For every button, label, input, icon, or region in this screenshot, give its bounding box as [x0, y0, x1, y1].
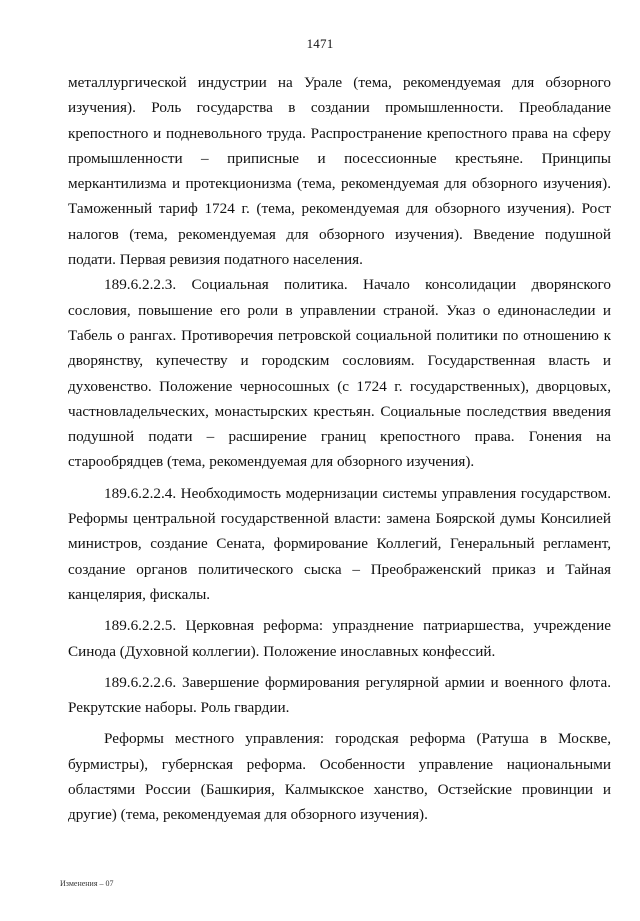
document-body [68, 70, 611, 828]
paragraph-administration-reform: 189.6.2.2.4. Необходимость модернизации системы управления государством. Реформы центральной государственной власти: замена Боярской думы Консилией министров, создание Сената, формирование Коллегий, Генеральный регламент, создание органов политического сыска – Преображенский приказ и Тайная канцелярия, фискалы. [68, 484, 611, 603]
paragraph-army-navy: 189.6.2.2.6. Завершение формирования регулярной армии и военного флота. Рекрутские наборы. Роль гвардии. [68, 673, 611, 717]
paragraph-social-policy: 189.6.2.2.3. Социальная политика. Начало консолидации дворянского сословия, повышение его роли в управлении страной. Указ о единонаследии и Табель о рангах. Противоречия петровской социальной политики по отношению к дворянству, купечеству и городским сословиям. Государственная власть и духовенство. Положение черносошных (с 1724 г. государственных), дворцовых, частновладельческих, монастырских крестьян. Социальные последствия введения подушной подати – расширение границ крепостного права. Гонения на старообрядцев (тема, рекомендуемая для обзорного изучения). [68, 276, 611, 471]
paragraph-local-government: Реформы местного управления: городская реформа (Ратуша в Москве, бурмистры), губернская реформа. Особенности управление национальными областями России (Башкирия, Калмыкское ханство, Остзейские провинции и другие) (тема, рекомендуемая для обзорного изучения). [68, 730, 611, 824]
paragraph-church-reform: 189.6.2.2.5. Церковная реформа: упразднение патриаршества, учреждение Синода (Духовной коллегии). Положение инославных конфессий. [68, 617, 611, 660]
paragraph-continuation: металлургической индустрии на Урале (тема, рекомендуемая для обзорного изучения). Роль государства в создании промышленности. Преобладание крепостного и подневольного труда. Распространение крепостного права на сферу промышленности – приписные и посессионные крестьяне. Принципы меркантилизма и протекционизма (тема, рекомендуемая для обзорного изучения). Таможенный тариф 1724 г. (тема, рекомендуемая для обзорного изучения). Рост налогов (тема, рекомендуемая для обзорного изучения). Введение подушной подати. Первая ревизия податного населения. [68, 74, 611, 269]
page-number: 1471 [306, 36, 334, 51]
footer-revision-note: Изменения – 07 [60, 879, 114, 888]
